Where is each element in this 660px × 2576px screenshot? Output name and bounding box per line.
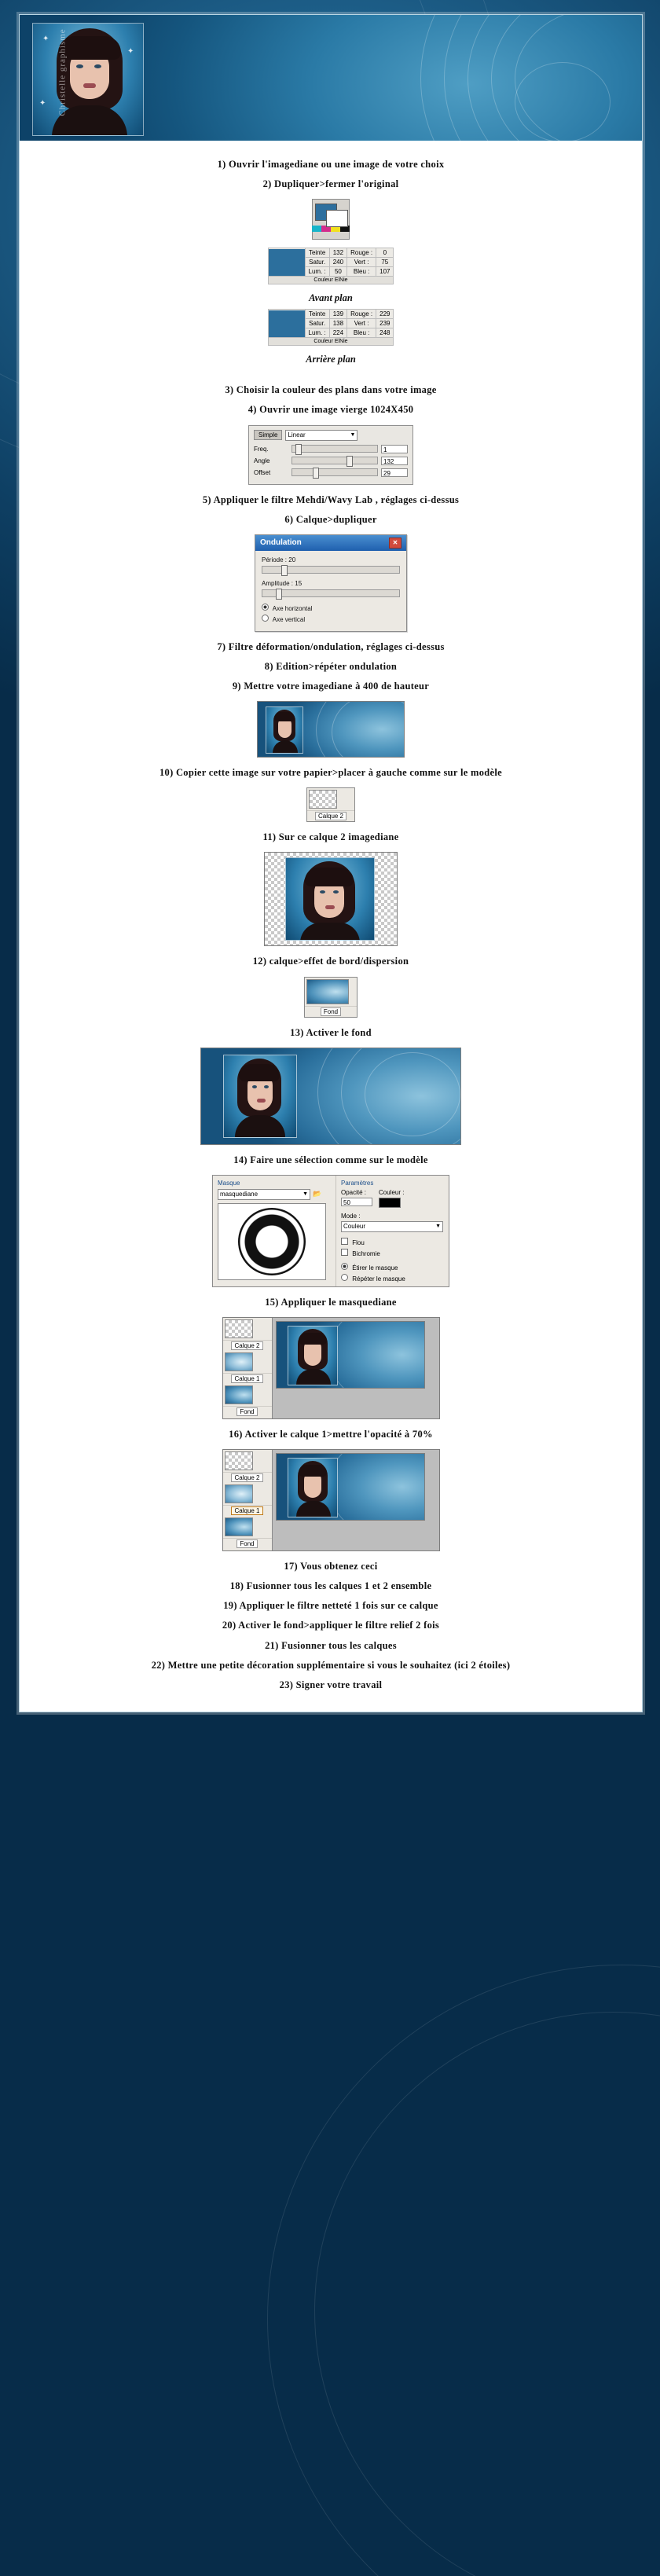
mask-radio-etirer-label: Étirer le masque — [352, 1264, 398, 1271]
fg-row2-v1: 50 — [329, 267, 346, 277]
fg-row0-k1: Teinte — [305, 248, 329, 258]
step-2: 2) Dupliquer>fermer l'original — [262, 178, 399, 190]
mask-mode-value: Couleur — [343, 1222, 366, 1230]
ondulation-amplitude-slider[interactable] — [262, 589, 400, 597]
ondulation-radio-horizontal[interactable] — [262, 604, 400, 612]
ondulation-title: Ondulation — [260, 538, 302, 548]
chevron-down-icon: ▼ — [350, 431, 356, 438]
background-color-chip — [269, 310, 305, 337]
wavy-gradient-select[interactable] — [285, 430, 358, 441]
step-17: 17) Vous obtenez ceci — [284, 1561, 378, 1572]
layers-palette-full[interactable] — [223, 1318, 273, 1418]
layer-name-calque1[interactable]: Calque 1 — [231, 1374, 262, 1383]
portrait-thumbnail — [288, 1326, 338, 1385]
fg-row1-v1: 240 — [329, 258, 346, 267]
step-5: 5) Appliquer le filtre Mehdi/Wavy Lab , réglages ci-dessus — [202, 494, 460, 505]
ondulation-period-slider[interactable] — [262, 566, 400, 574]
bg-row1-k2: Vert : — [347, 319, 376, 328]
ondulation-radio-horizontal-label: Axe horizontal — [272, 604, 313, 612]
layer-thumbnail — [225, 1352, 253, 1371]
header-banner — [20, 15, 642, 141]
slider-knob[interactable] — [346, 456, 353, 467]
layer-item[interactable] — [223, 1318, 272, 1341]
fg-row1-v2: 75 — [376, 258, 394, 267]
mask-check-bichromie-label: Bichromie — [352, 1249, 380, 1257]
wavy-angle-value[interactable]: 132 — [381, 457, 408, 465]
mask-name-value: masquediane — [220, 1190, 258, 1198]
layer-item[interactable] — [223, 1516, 272, 1539]
ondulation-radio-vertical-label: Axe vertical — [272, 615, 306, 623]
layer-item[interactable] — [305, 978, 357, 1007]
step-13: 13) Activer le fond — [290, 1026, 372, 1038]
radio-icon[interactable] — [262, 604, 269, 611]
workspace-step16 — [222, 1317, 440, 1419]
portrait-thumbnail — [285, 857, 375, 941]
fringe-shape — [58, 36, 121, 60]
step-1: 1) Ouvrir l'imagediane ou une image de votre choix — [217, 159, 445, 170]
fg-row0-v2: 0 — [376, 248, 394, 258]
fg-row0-k2: Rouge : — [347, 248, 376, 258]
layer-name-fond[interactable]: Fond — [321, 1007, 341, 1016]
layer-thumbnail — [306, 979, 349, 1004]
fg-row0-v1: 132 — [329, 248, 346, 258]
wavy-offset-label: Offset — [254, 468, 271, 476]
preview-image-step11 — [264, 852, 398, 946]
decor-arc-icon — [314, 2012, 660, 2576]
wavy-freq-value[interactable]: 1 — [381, 445, 408, 453]
layers-palette-fond[interactable] — [304, 977, 358, 1018]
background-swatch — [326, 210, 348, 227]
layer-item[interactable] — [307, 788, 354, 811]
layer-item[interactable] — [223, 1351, 272, 1374]
step-11: 11) Sur ce calque 2 imagediane — [262, 831, 399, 843]
preview-image-step9 — [257, 701, 405, 758]
step-15: 15) Appliquer le masquediane — [265, 1296, 397, 1308]
mask-check-flou-label: Flou — [352, 1238, 365, 1246]
mask-ring-shape — [238, 1208, 306, 1275]
fg-row1-k2: Vert : — [347, 258, 376, 267]
portrait-thumbnail — [223, 1055, 297, 1138]
foreground-color-table — [268, 248, 394, 284]
step-20: 20) Activer le fond>appliquer le filtre relief 2 fois — [222, 1620, 440, 1631]
bg-row2-v1: 224 — [329, 328, 346, 338]
mask-radio-repeter-label: Répéter le masque — [352, 1275, 405, 1282]
bg-row2-v2: 248 — [376, 328, 394, 338]
layer-thumbnail — [225, 1385, 253, 1404]
layer-name-calque2[interactable]: Calque 2 — [231, 1473, 262, 1482]
sparkle-icon: ✦ — [42, 35, 50, 43]
slider-knob[interactable] — [281, 565, 288, 576]
mask-panel-title: Masque — [218, 1179, 240, 1187]
decor-arc-icon — [267, 1965, 660, 2576]
bg-row1-v1: 138 — [329, 319, 346, 328]
sparkle-icon: ✦ — [39, 99, 46, 108]
bg-row2-k2: Bleu : — [347, 328, 376, 338]
slider-knob[interactable] — [276, 589, 282, 600]
mask-opacity-value[interactable]: 50 — [341, 1198, 372, 1206]
radio-icon[interactable] — [262, 615, 269, 622]
portrait-thumbnail — [266, 706, 303, 754]
step-4: 4) Ouvrir une image vierge 1024X450 — [248, 404, 414, 416]
palette-swatch — [312, 199, 350, 240]
step-3: 3) Choisir la couleur des plans dans votre image — [225, 384, 437, 396]
layer-thumbnail — [225, 1319, 253, 1338]
step-10: 10) Copier cette image sur votre papier>placer à gauche comme sur le modèle — [159, 767, 502, 779]
ondulation-body — [255, 551, 406, 631]
layer-thumbnail — [225, 1484, 253, 1503]
foreground-color-caption: Couleur ElNie — [268, 277, 394, 284]
workspace-step17 — [222, 1449, 440, 1551]
radio-icon[interactable] — [341, 1263, 348, 1270]
bg-row0-v1: 139 — [329, 310, 346, 319]
mask-mode-select[interactable] — [341, 1221, 443, 1232]
chevron-down-icon: ▼ — [302, 1191, 308, 1197]
wavy-offset-value[interactable]: 29 — [381, 468, 408, 477]
step-22: 22) Mettre une petite décoration supplémentaire si vous le souhaitez (ici 2 étoiles) — [151, 1659, 511, 1671]
wavy-offset-slider[interactable] — [292, 468, 378, 476]
foreground-color-chip — [269, 249, 305, 276]
step-7: 7) Filtre déformation/ondulation, réglages ci-dessus — [217, 640, 445, 652]
wavy-row-angle[interactable] — [254, 457, 408, 465]
bg-row0-v2: 229 — [376, 310, 394, 319]
eye-shape — [94, 64, 101, 68]
layer-name-calque2[interactable]: Calque 2 — [231, 1341, 262, 1350]
step-23: 23) Signer votre travail — [279, 1679, 383, 1690]
background-color-table — [268, 309, 394, 346]
wavy-row-freq[interactable] — [254, 445, 408, 453]
step-9: 9) Mettre votre imagediane à 400 de hauteur — [232, 681, 430, 692]
mask-color-chip[interactable] — [379, 1198, 401, 1208]
checkbox-icon[interactable] — [341, 1249, 348, 1256]
wavy-freq-slider[interactable] — [292, 445, 378, 453]
ripple-decor-icon — [515, 62, 610, 141]
ondulation-amplitude-label: Amplitude : 15 — [262, 579, 302, 587]
ripple-decor-icon — [328, 1321, 425, 1389]
ondulation-radio-vertical[interactable] — [262, 615, 400, 623]
layer-thumbnail — [225, 1451, 253, 1470]
mask-color-label: Couleur : — [379, 1188, 405, 1196]
bg-row0-k2: Rouge : — [347, 310, 376, 319]
ripple-decor-icon — [328, 1453, 425, 1521]
chevron-down-icon: ▼ — [435, 1223, 441, 1229]
mask-radio-repeter[interactable] — [341, 1274, 444, 1282]
mask-name-select[interactable] — [218, 1189, 310, 1200]
label-background: Arrière plan — [306, 354, 356, 365]
layer-name-calque2[interactable]: Calque 2 — [315, 812, 346, 820]
ripple-decor-icon — [365, 1052, 460, 1136]
bg-row0-k1: Teinte — [305, 310, 329, 319]
wavy-mode-button[interactable]: Simple — [254, 430, 282, 440]
mask-dialog-right — [336, 1176, 449, 1286]
canvas-preview — [276, 1321, 425, 1389]
mask-params-title: Paramètres — [341, 1179, 374, 1187]
layer-item[interactable] — [223, 1483, 272, 1506]
step-6: 6) Calque>dupliquer — [284, 513, 377, 525]
wavy-angle-label: Angle — [254, 457, 270, 464]
mask-preview — [218, 1203, 326, 1280]
layer-item[interactable] — [223, 1450, 272, 1473]
tutorial-content — [20, 141, 642, 1692]
label-foreground: Avant plan — [309, 292, 353, 304]
layer-name-fond[interactable]: Fond — [236, 1407, 257, 1416]
fg-row2-v2: 107 — [376, 267, 394, 277]
bg-row1-v2: 239 — [376, 319, 394, 328]
wavy-freq-label: Freq. — [254, 445, 269, 453]
canvas-preview — [276, 1453, 425, 1521]
wavy-lab-dialog[interactable] — [248, 425, 413, 485]
fg-row2-k1: Lum. : — [305, 267, 329, 277]
wavy-gradient-value: Linear — [288, 431, 306, 439]
mask-radio-etirer[interactable] — [341, 1263, 444, 1271]
slider-knob[interactable] — [313, 468, 319, 479]
step-16: 16) Activer le calque 1>mettre l'opacité à 70% — [229, 1428, 433, 1440]
ondulation-period-label: Période : 20 — [262, 556, 296, 563]
layer-thumbnail — [309, 790, 337, 809]
background-color-preview — [268, 310, 305, 338]
bg-row2-k1: Lum. : — [305, 328, 329, 338]
ondulation-titlebar — [255, 535, 406, 551]
banner-portrait-image — [32, 23, 144, 136]
ondulation-dialog[interactable] — [255, 534, 407, 632]
step-19: 19) Appliquer le filtre netteté 1 fois sur ce calque — [223, 1600, 438, 1612]
wavy-row-offset[interactable] — [254, 468, 408, 477]
canvas-area — [273, 1318, 439, 1418]
fg-row1-k1: Satur. — [305, 258, 329, 267]
bg-row1-k1: Satur. — [305, 319, 329, 328]
step-8: 8) Edition>répéter ondulation — [264, 660, 398, 672]
layer-thumbnail — [225, 1517, 253, 1536]
lip-shape — [83, 83, 96, 88]
step-18: 18) Fusionner tous les calques 1 et 2 ensemble — [229, 1580, 432, 1592]
layer-item[interactable] — [223, 1384, 272, 1407]
eye-shape — [76, 64, 83, 68]
layer-name-calque1-selected[interactable]: Calque 1 — [231, 1506, 262, 1515]
checkbox-icon[interactable] — [341, 1238, 348, 1245]
slider-knob[interactable] — [295, 444, 302, 455]
mask-opacity-label: Opacité : — [341, 1188, 367, 1196]
mask-check-bichromie[interactable] — [341, 1249, 444, 1257]
layers-palette-small[interactable] — [306, 787, 355, 822]
fg-row2-k2: Bleu : — [347, 267, 376, 277]
ripple-decor-icon — [332, 701, 405, 758]
foreground-color-preview — [268, 248, 305, 277]
step-12: 12) calque>effet de bord/dispersion — [252, 956, 409, 967]
tutorial-card — [19, 14, 643, 1712]
mask-check-flou[interactable] — [341, 1238, 444, 1246]
folder-icon[interactable]: 📂 — [313, 1190, 322, 1198]
close-icon[interactable]: ✕ — [389, 538, 402, 549]
preview-image-step13 — [200, 1048, 461, 1145]
radio-icon[interactable] — [341, 1274, 348, 1281]
background-color-caption: Couleur ElNie — [268, 338, 394, 346]
step-14: 14) Faire une sélection comme sur le modèle — [233, 1154, 428, 1165]
wavy-angle-slider[interactable] — [292, 457, 378, 464]
portrait-thumbnail — [288, 1458, 338, 1517]
banner-watermark: Christelle graphisme — [57, 28, 68, 116]
layers-palette-full2[interactable] — [223, 1450, 273, 1550]
canvas-area — [273, 1450, 439, 1550]
step-21: 21) Fusionner tous les calques — [265, 1639, 397, 1651]
mask-dialog-left — [213, 1176, 336, 1286]
mask-dialog[interactable] — [212, 1175, 449, 1287]
mask-mode-label: Mode : — [341, 1212, 361, 1220]
sparkle-icon: ✦ — [127, 47, 134, 56]
layer-name-fond[interactable]: Fond — [236, 1539, 257, 1548]
